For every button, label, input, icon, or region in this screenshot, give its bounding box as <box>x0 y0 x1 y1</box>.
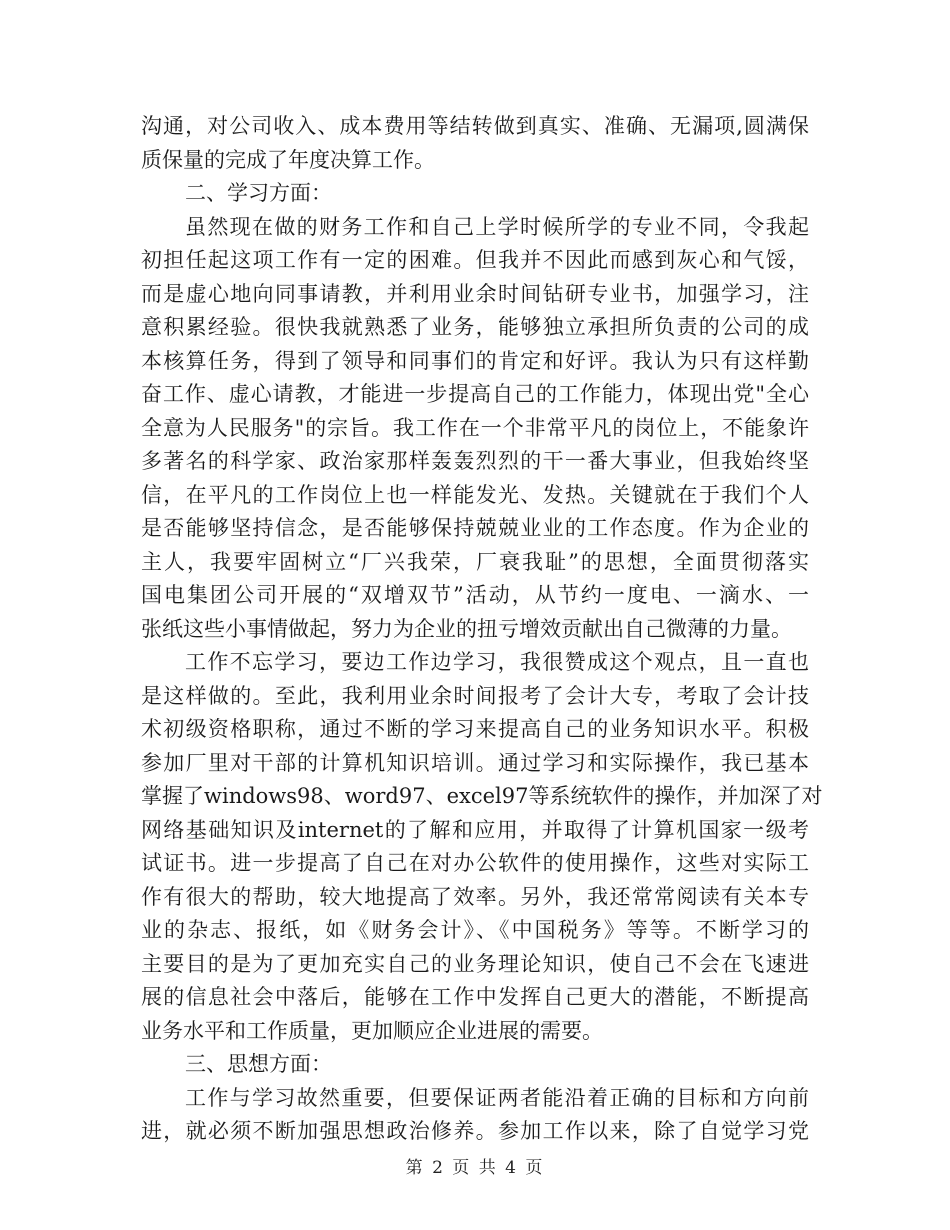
paragraph-line: 初担任起这项工作有一定的困难。但我并不因此而感到灰心和气馁， <box>141 248 809 272</box>
paragraph-line: 作有很大的帮助，较大地提高了效率。另外，我还常常阅读有关本专 <box>141 884 809 909</box>
paragraph-line: 是否能够坚持信念，是否能够保持兢兢业业的工作态度。作为企业的 <box>141 516 809 540</box>
paragraph-line: 国电集团公司开展的“双增双节”活动，从节约一度电、一滴水、一 <box>141 583 809 607</box>
paragraph-line: 术初级资格职称，通过不断的学习来提高自己的业务知识水平。积极 <box>141 717 809 741</box>
paragraph-line: 主人，我要牢固树立“厂兴我荣，厂衰我耻”的思想，全面贯彻落实 <box>141 549 809 574</box>
paragraph-line: 网络基础知识及internet的了解和应用，并取得了计算机国家一级考 <box>141 817 809 842</box>
paragraph-line: 本核算任务，得到了领导和同事们的肯定和好评。我认为只有这样勤 <box>141 348 809 373</box>
paragraph-line: 虽然现在做的财务工作和自己上学时候所学的专业不同，令我起 <box>185 214 809 239</box>
paragraph-line: 主要目的是为了更加充实自己的业务理论知识，使自己不会在飞速进 <box>141 951 809 976</box>
paragraph-line: 工作不忘学习，要边工作边学习，我很赞成这个观点，且一直也 <box>185 650 809 674</box>
paragraph-line: 奋工作、虚心请教，才能进一步提高自己的工作能力，体现出党"全心 <box>141 382 809 406</box>
paragraph-line: 张纸这些小事情做起，努力为企业的扭亏增效贡献出自己微薄的力量。 <box>141 616 792 641</box>
document-body <box>141 110 823 1149</box>
paragraph-line: 而是虚心地向同事请教，并利用业余时间钻研专业书，加强学习，注 <box>141 281 809 306</box>
paragraph-line: 业务水平和工作质量，更加顺应企业进展的需要。 <box>141 1018 603 1043</box>
paragraph-line: 展的信息社会中落后，能够在工作中发挥自己更大的潜能，不断提高 <box>141 985 809 1009</box>
paragraph-line: 业的杂志、报纸，如《财务会计》、《中国税务》等等。不断学习的 <box>141 918 809 942</box>
paragraph-line: 进，就必须不断加强思想政治修养。参加工作以来，除了自觉学习党 <box>141 1119 809 1143</box>
paragraph-line: 工作与学习故然重要，但要保证两者能沿着正确的目标和方向前 <box>185 1085 809 1110</box>
paragraph-line: 意积累经验。很快我就熟悉了业务，能够独立承担所负责的公司的成 <box>141 315 809 339</box>
paragraph-line: 全意为人民服务"的宗旨。我工作在一个非常平凡的岗位上，不能象许 <box>141 415 809 440</box>
paragraph-line: 信，在平凡的工作岗位上也一样能发光、发热。关键就在于我们个人 <box>141 482 809 507</box>
section-heading: 三、思想方面： <box>185 1052 332 1076</box>
paragraph-line: 沟通，对公司收入、成本费用等结转做到真实、准确、无漏项,圆满保 <box>141 114 809 138</box>
page-number-footer: 第 2 页 共 4 页 <box>405 1158 545 1178</box>
section-heading: 二、学习方面： <box>185 181 332 205</box>
paragraph-line: 多著名的科学家、政治家那样轰轰烈烈的干一番大事业，但我始终坚 <box>141 449 809 473</box>
paragraph-line: 是这样做的。至此，我利用业余时间报考了会计大专，考取了会计技 <box>141 683 809 708</box>
paragraph-line: 参加厂里对干部的计算机知识培训。通过学习和实际操作，我已基本 <box>141 750 809 775</box>
paragraph-line: 掌握了windows98、word97、excel97等系统软件的操作，并加深了对 <box>141 784 823 808</box>
paragraph-line: 试证书。进一步提高了自己在对办公软件的使用操作，这些对实际工 <box>141 851 809 875</box>
paragraph-line: 质保量的完成了年度决算工作。 <box>141 147 435 172</box>
